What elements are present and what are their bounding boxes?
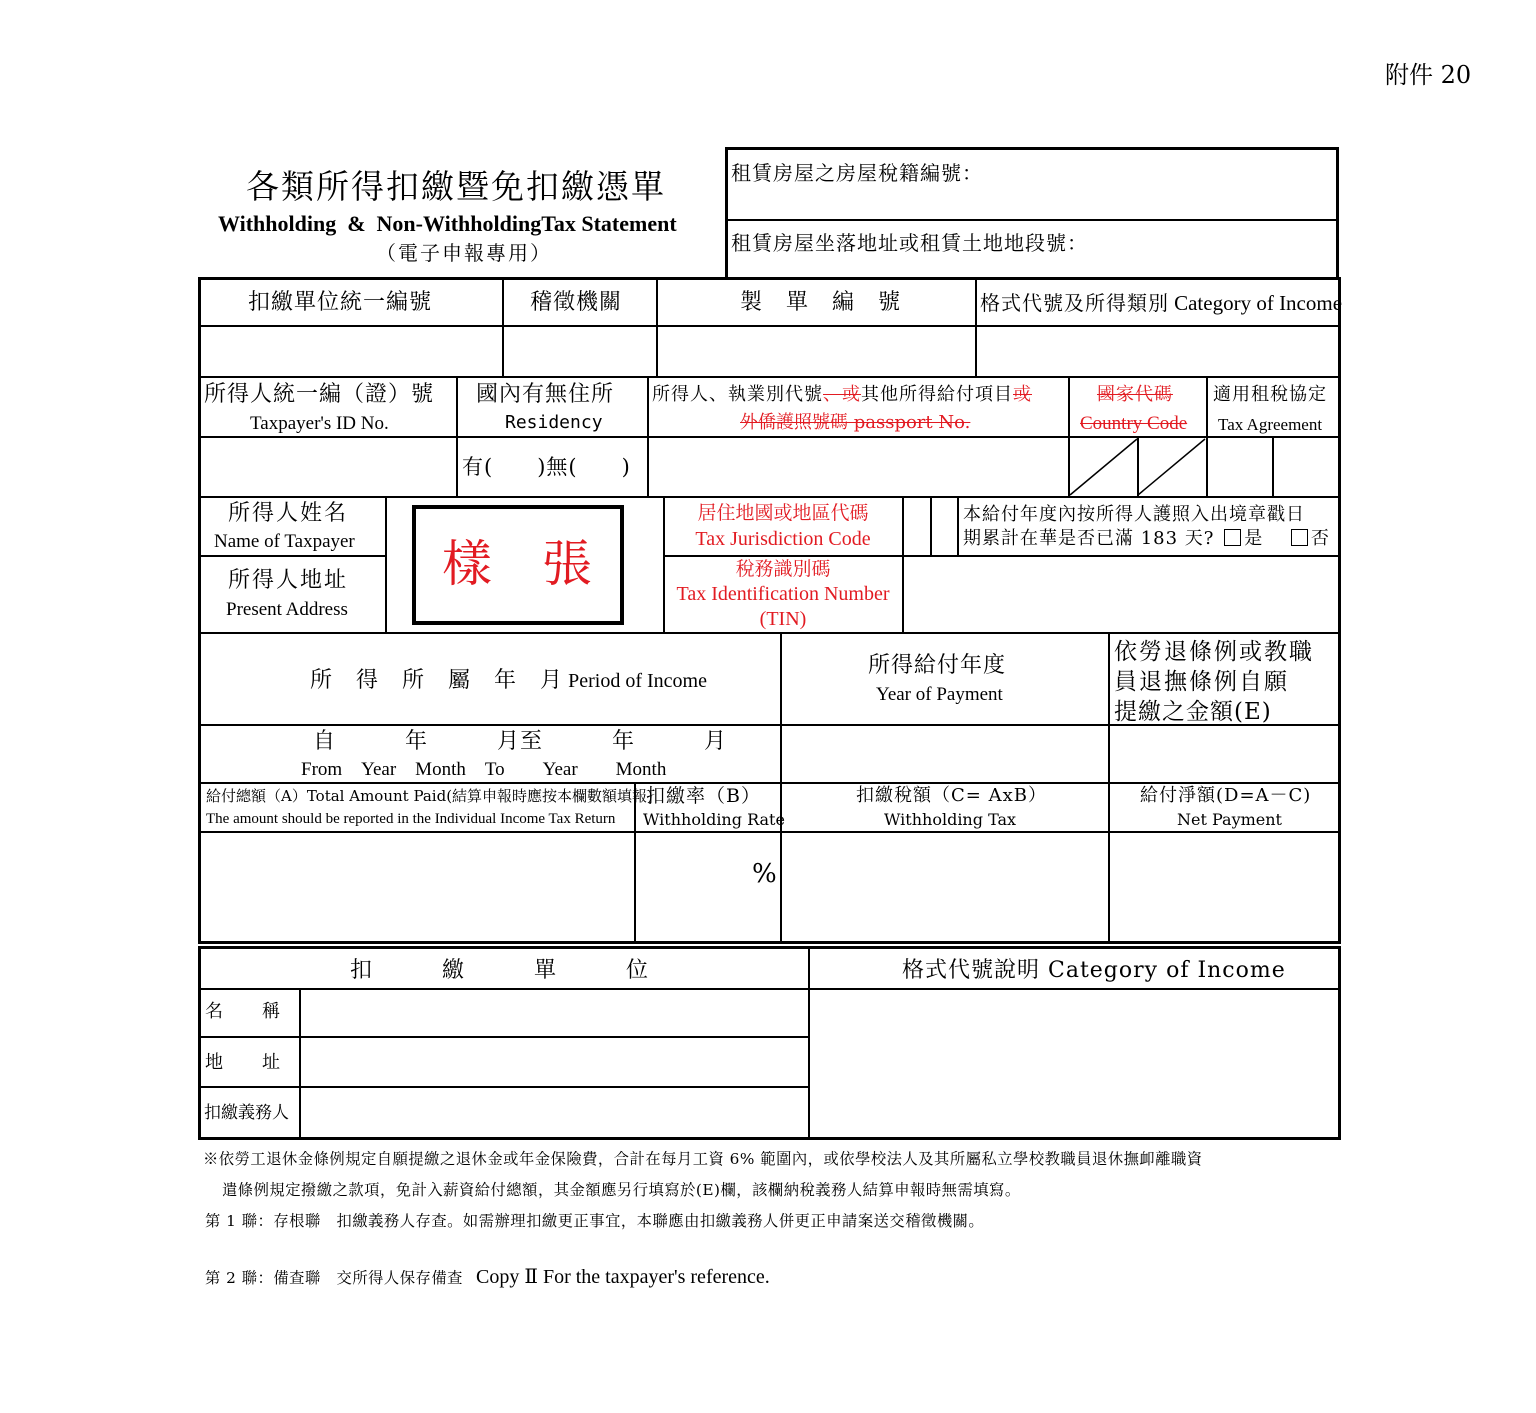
serial-number-header: 製 單 編 號 [740,290,902,315]
percent-sign: % [752,859,777,889]
jurisdiction-label-cn: 居住地國或地區代碼 [697,502,869,524]
taxpayer-name-label-cn: 所得人姓名 [228,501,349,526]
passport-label-struck: 外僑護照號碼 passport No. [740,412,971,433]
from-to-label-cn: 自 年 月至 年 月 [313,729,728,754]
withholding-rate-label-en: Withholding Rate [643,810,785,829]
voluntary-contribution-line2: 員退撫條例自願 [1114,669,1289,695]
category-description-title: 格式代號說明 Category of Income [902,958,1286,983]
country-code-label-en: Country Code [1080,413,1188,434]
copy2-note-cn: 第 2 聯：備查聯 交所得人保存備查 [205,1269,463,1287]
copy2-note [205,1266,770,1289]
withholding-unit-title: 扣 繳 單 位 [350,958,650,983]
year-of-payment-en: Year of Payment [876,684,1003,705]
stay-183-line1: 本給付年度內按所得人護照入出境章戳日 [963,504,1305,525]
note-line2: 遣條例規定撥繳之款項，免計入薪資給付總額，其金額應另行填寫於(E)欄，該欄納稅義務人結算申報時無需填寫。 [222,1181,1021,1199]
from-to-label-en: From Year Month To Year Month [301,759,667,780]
tax-office-header: 稽徵機關 [530,290,623,315]
category-header [980,291,1342,315]
note-line1: ※依勞工退休金條例規定自願提繳之退休金或年金保險費，合計在每月工資 6% 範圍內，或依學校法人及其所屬私立學校教職員退休撫卹離職資 [203,1150,1203,1168]
code-label-strike2: 或 [1013,384,1032,405]
jurisdiction-label-en: Tax Jurisdiction Code [695,528,871,550]
taxpayer-id-label-cn: 所得人統一編（證）號 [204,382,435,407]
row1-bottom [200,325,1340,327]
stay-no-checkbox[interactable] [1291,529,1308,546]
withholding-rate-label-cn: 扣繳率（B） [646,785,761,807]
stay-yes-label: 是 [1244,528,1264,549]
tin-label-en: Tax Identification Number [676,583,890,605]
stay-183-question: 期累計在華是否已滿 183 天? [963,528,1215,549]
taxpayer-name-label-en: Name of Taxpayer [214,531,355,552]
stay-no-label: 否 [1310,528,1330,549]
voluntary-contribution-line1: 依勞退條例或教職 [1114,639,1314,665]
withholding-tax-label-en: Withholding Tax [884,810,1017,829]
form-title-cn: 各類所得扣繳暨免扣繳憑單 [246,167,666,206]
row3-bottom [200,632,1340,634]
total-amount-label-cn: 給付總額（A）Total Amount Paid(結算申報時應按本欄數額填報) [206,787,653,805]
attachment-label: 附件 20 [1385,61,1472,89]
stay-183-line2 [963,529,1330,550]
tin-label-abbr: (TIN) [759,608,807,630]
code-label-b: 其他所得給付項目 [861,384,1013,405]
withholding-agent-label: 扣繳義務人 [204,1103,289,1123]
code-label-strike1: 、或 [823,384,861,405]
form-subtitle: （電子申報專用） [376,241,552,265]
rental-address-label: 租賃房屋坐落地址或租賃土地地段號： [731,231,1088,255]
row4-bottom [200,782,1340,784]
unit-name-label: 名 稱 [205,1001,281,1022]
category-header-cn: 格式代號及所得類別 [980,291,1169,315]
withholding-tax-label-cn: 扣繳稅額（C= AxB） [856,785,1047,806]
unit-address-label: 地 址 [205,1052,281,1073]
year-of-payment-cn: 所得給付年度 [868,653,1007,678]
form-title-en: Withholding & Non-WithholdingTax Statement [218,211,677,236]
period-of-income-en: Period of Income [568,670,707,692]
sample-stamp-text: 樣 張 [442,535,592,593]
residency-label-cn: 國內有無住所 [476,382,615,407]
tin-label-cn: 稅務識別碼 [735,558,831,580]
copy2-note-en: Copy Ⅱ For the taxpayer's reference. [476,1266,770,1288]
tax-agreement-label-en: Tax Agreement [1218,415,1323,434]
withholding-unit-id-header: 扣繳單位統一編號 [248,290,433,315]
net-payment-label-cn: 給付淨額(D=A－C) [1140,785,1312,806]
row2-top [200,376,1340,378]
code-label-line1 [652,385,1032,406]
period-of-income-label [310,668,707,693]
code-label-a: 所得人、執業別代號 [652,384,823,405]
voluntary-contribution-line3: 提繳之金額(E) [1114,699,1272,725]
row5-mid [200,831,1340,833]
taxpayer-address-label-en: Present Address [226,599,348,620]
net-payment-label-en: Net Payment [1177,810,1282,829]
residency-value: 有( )無( ) [462,455,631,479]
stay-yes-checkbox[interactable] [1224,529,1241,546]
taxpayer-id-label-en: Taxpayer's ID No. [250,413,389,434]
copy1-note: 第 1 聯：存根聯 扣繳義務人存查。如需辦理扣繳更正事宜，本聯應由扣繳義務人併更正申請案送交稽徵機關。 [205,1212,985,1230]
country-code-slashes [1068,437,1208,497]
rental-divider [727,219,1338,221]
taxpayer-address-label-cn: 所得人地址 [228,568,349,593]
tax-agreement-label-cn: 適用租稅協定 [1213,384,1327,405]
total-amount-label-en: The amount should be reported in the Individual Income Tax Return [206,811,616,827]
period-of-income-cn: 所 得 所 屬 年 月 [310,668,564,693]
house-tax-id-label: 租賃房屋之房屋稅籍編號： [731,161,983,185]
residency-label-en: Residency [505,412,603,433]
country-code-label-cn: 國家代碼 [1097,384,1173,405]
category-header-en: Category of Income [1174,291,1343,315]
